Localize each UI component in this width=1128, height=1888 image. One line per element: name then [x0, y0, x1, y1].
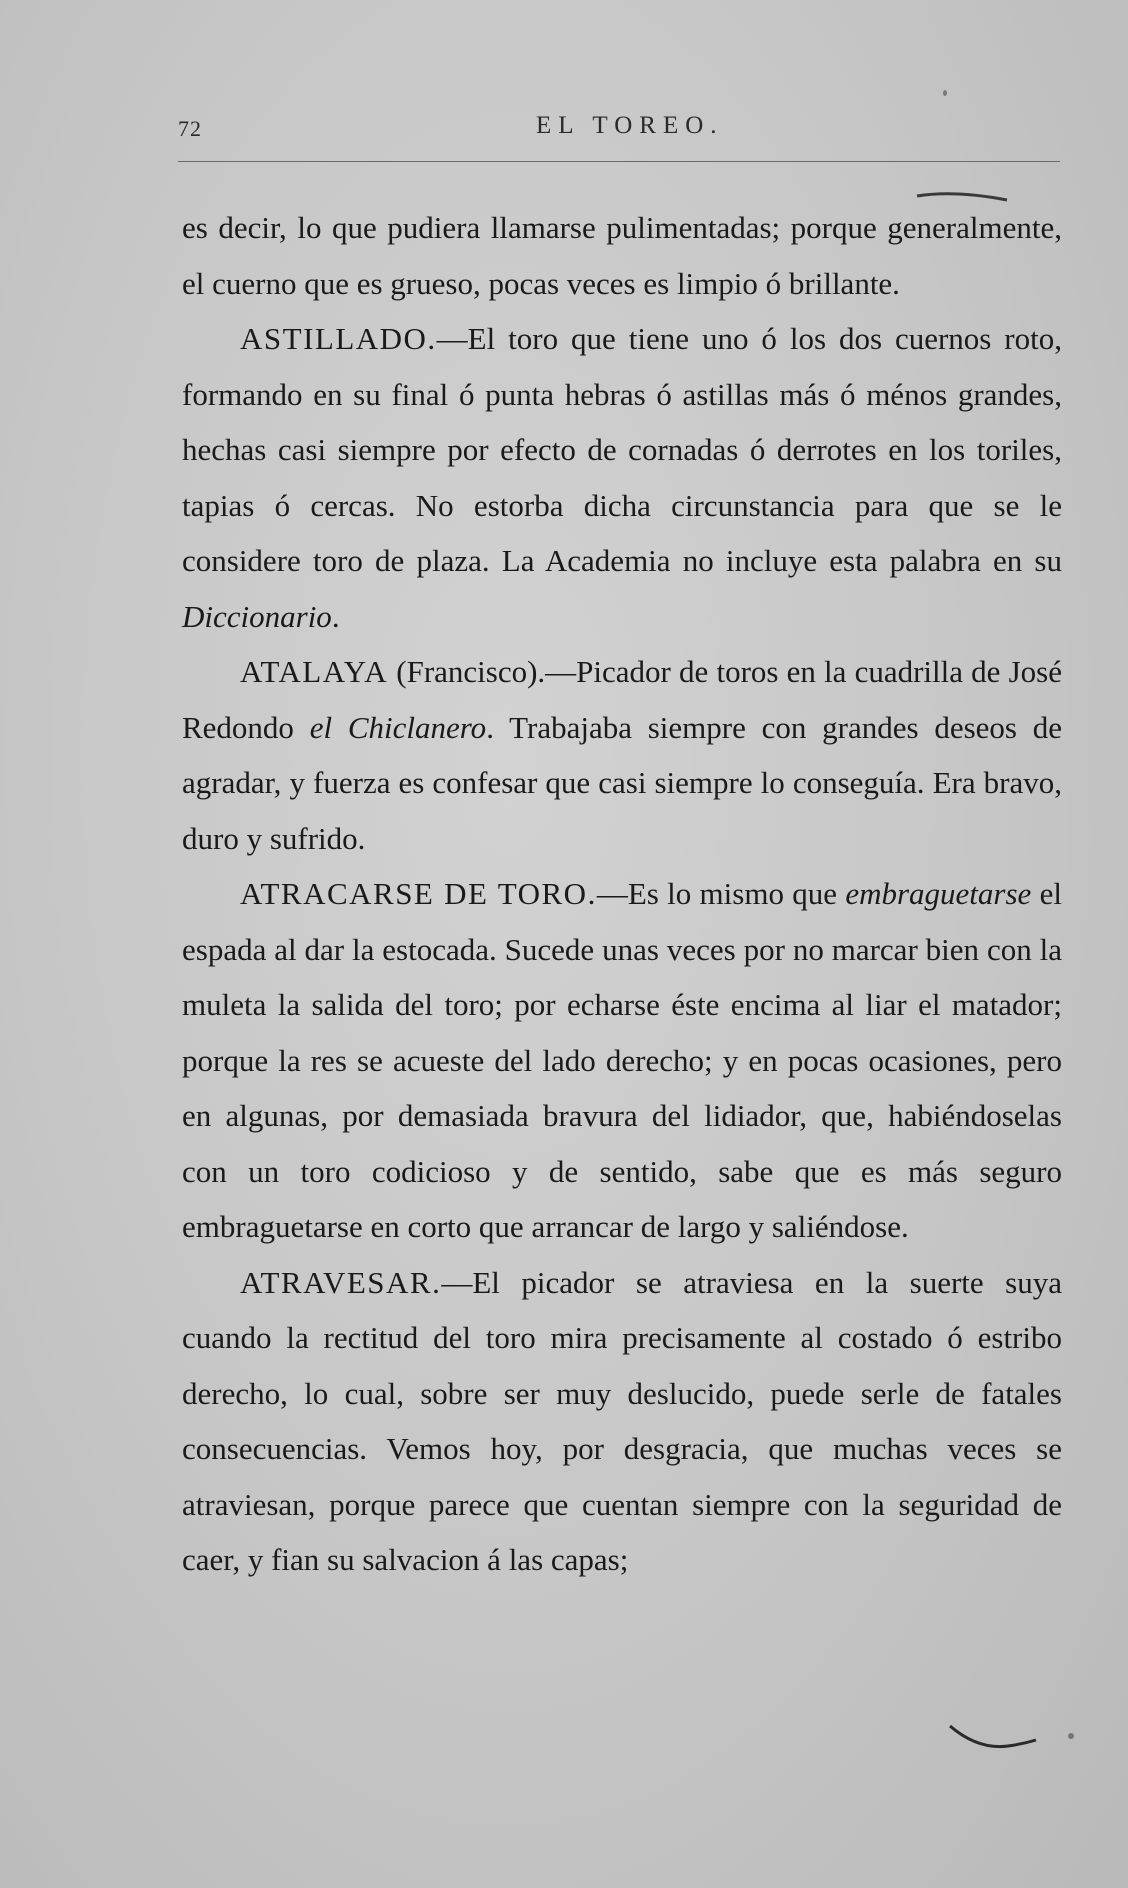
entry-headword: ATRAVESAR.: [240, 1264, 442, 1300]
entry-text: —El toro que tiene uno ó los dos cuernos roto, formando en su final ó punta hebras ó astillas más ó ménos grandes, hechas casi siempre por efecto de cornadas ó derrotes en los toriles, tapias ó cercas. No estorba dicha circunstancia para que se le considere toro de plaza. La Academia no incluye esta palabra en su: [182, 321, 1062, 578]
entry-headword: ATRACARSE DE TORO.: [240, 876, 597, 911]
page-number: 72: [178, 116, 202, 141]
entry-text-after: . Trabajaba siempre con grandes deseos de agradar, y fuerza es confesar que casi siempre lo conseguía. Era bravo, duro y sufrido.: [182, 709, 1062, 856]
ink-speck: [1068, 1733, 1074, 1739]
entry-italic: Diccionario: [182, 598, 332, 634]
paragraph-text: es decir, lo que pudiera llamarse pulimentadas; porque generalmente, el cuerno que es grueso, pocas veces es limpio ó brillante.: [182, 210, 1062, 301]
running-head: [178, 112, 1058, 146]
entry-headword: ATALAYA: [240, 654, 389, 689]
entry-italic: el Chiclanero: [309, 709, 487, 745]
entry-italic: embraguetarse: [845, 876, 1032, 911]
entry-atracarse-de-toro: [182, 866, 1062, 1255]
ink-flourish-bottom: [948, 1720, 1038, 1760]
entry-headword: ASTILLADO.: [240, 321, 437, 356]
entry-text-after: .: [331, 598, 340, 634]
entry-text: (Francisco).—Picador de toros en la cuadrilla de José Redondo: [182, 654, 1062, 745]
entry-text: —Es lo mismo que: [596, 876, 846, 911]
entry-atravesar: [182, 1255, 1062, 1588]
body-text: [182, 200, 1062, 1588]
entry-atalaya: [182, 644, 1062, 866]
paragraph-continuation: [182, 200, 1062, 311]
entry-text-after: el espada al dar la estocada. Sucede unas veces por no marcar bien con la muleta la salida del toro; por echarse éste encima al liar el matador; porque la res se acueste del lado derecho; y en pocas ocasiones, pero en algunas, por demasiada bravura del lidiador, que, habiéndoselas con un toro codicioso y de sentido, sabe que es más seguro embraguetarse en corto que arrancar de largo y saliéndose.: [182, 876, 1062, 1244]
entry-text: —El picador se atraviesa en la suerte suya cuando la rectitud del toro mira precisamente al costado ó estribo derecho, lo cual, sobre ser muy deslucido, puede serle de fatales consecuencias. Vemos hoy, por desgracia, que muchas veces se atraviesan, porque parece que cuentan siempre con la seguridad de caer, y fian su salvacion á las capas;: [182, 1264, 1062, 1577]
entry-astillado: [182, 311, 1062, 644]
header-rule: [178, 161, 1060, 162]
running-title: EL TOREO.: [536, 112, 724, 139]
ink-speck: [943, 90, 947, 96]
